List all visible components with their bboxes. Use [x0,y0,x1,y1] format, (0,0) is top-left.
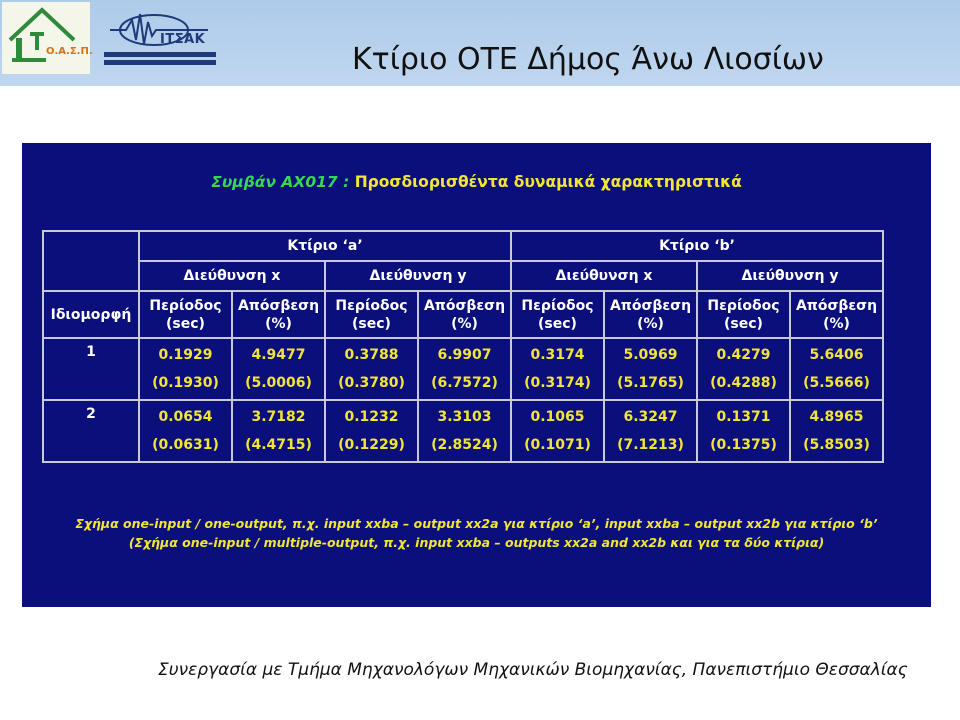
direction-header: Διεύθυνση y [697,261,883,291]
note-line: Σχήμα one-input / one-output, π.χ. input xxba – output xx2a για κτίριο ‘a’, input xxba – output xx2b για κτίριο ‘b’ [75,516,878,531]
note-line: (Σχήμα one-input / multiple-output, π.χ. input xxba – outputs xx2a and xx2b και για τα δύο κτίρια) [128,535,825,550]
itsak-logo-text: ΙΤΣΑΚ [160,32,206,47]
event-label: Συμβάν ΑΧ017 : [211,173,350,191]
direction-header: Διεύθυνση x [139,261,325,291]
column-header: Απόσβεση (%) [790,291,883,338]
direction-header: Διεύθυνση x [511,261,697,291]
value-cell: 4.9477 (5.0006) [232,338,325,400]
oasp-logo-text: Ο.Α.Σ.Π. [46,46,93,57]
value-cell: 0.4279 (0.4288) [697,338,790,400]
value-cell: 0.3788 (0.3780) [325,338,418,400]
value-cell: 5.0969 (5.1765) [604,338,697,400]
mode-header: Ιδιομορφή [43,291,139,338]
dynamic-characteristics-table [42,230,884,463]
building-a-header: Κτίριο ‘a’ [139,231,511,261]
table-row [43,338,883,400]
value-cell: 5.6406 (5.5666) [790,338,883,400]
table-row [43,400,883,462]
header-band [0,0,960,86]
panel-title [22,173,931,191]
column-header: Περίοδος (sec) [325,291,418,338]
footer-credit: Συνεργασία με Τμήμα Μηχανολόγων Μηχανικών Βιομηχανίας, Πανεπιστήμιο Θεσσαλίας [158,660,908,680]
house-icon [2,2,90,74]
value-cell: 6.9907 (6.7572) [418,338,511,400]
results-panel [22,143,931,607]
value-cell: 0.1929 (0.1930) [139,338,232,400]
column-header: Περίοδος (sec) [139,291,232,338]
value-cell: 0.1232 (0.1229) [325,400,418,462]
column-header: Απόσβεση (%) [604,291,697,338]
value-cell: 0.1371 (0.1375) [697,400,790,462]
value-cell: 3.3103 (2.8524) [418,400,511,462]
column-header: Περίοδος (sec) [511,291,604,338]
value-cell: 4.8965 (5.8503) [790,400,883,462]
panel-subtitle: Προσδιορισθέντα δυναμικά χαρακτηριστικά [354,173,742,191]
itsak-logo [104,8,216,70]
mode-number: 1 [43,338,139,400]
value-cell: 6.3247 (7.1213) [604,400,697,462]
page-title: Κτίριο ΟΤΕ Δήμος Άνω Λιοσίων [352,42,824,77]
column-header: Περίοδος (sec) [697,291,790,338]
value-cell: 0.1065 (0.1071) [511,400,604,462]
table-corner-cell [43,231,139,291]
column-header: Απόσβεση (%) [232,291,325,338]
oasp-logo [2,2,93,74]
column-header: Απόσβεση (%) [418,291,511,338]
mode-number: 2 [43,400,139,462]
value-cell: 0.3174 (0.3174) [511,338,604,400]
direction-header: Διεύθυνση y [325,261,511,291]
building-b-header: Κτίριο ‘b’ [511,231,883,261]
value-cell: 0.0654 (0.0631) [139,400,232,462]
notes [22,514,931,552]
value-cell: 3.7182 (4.4715) [232,400,325,462]
